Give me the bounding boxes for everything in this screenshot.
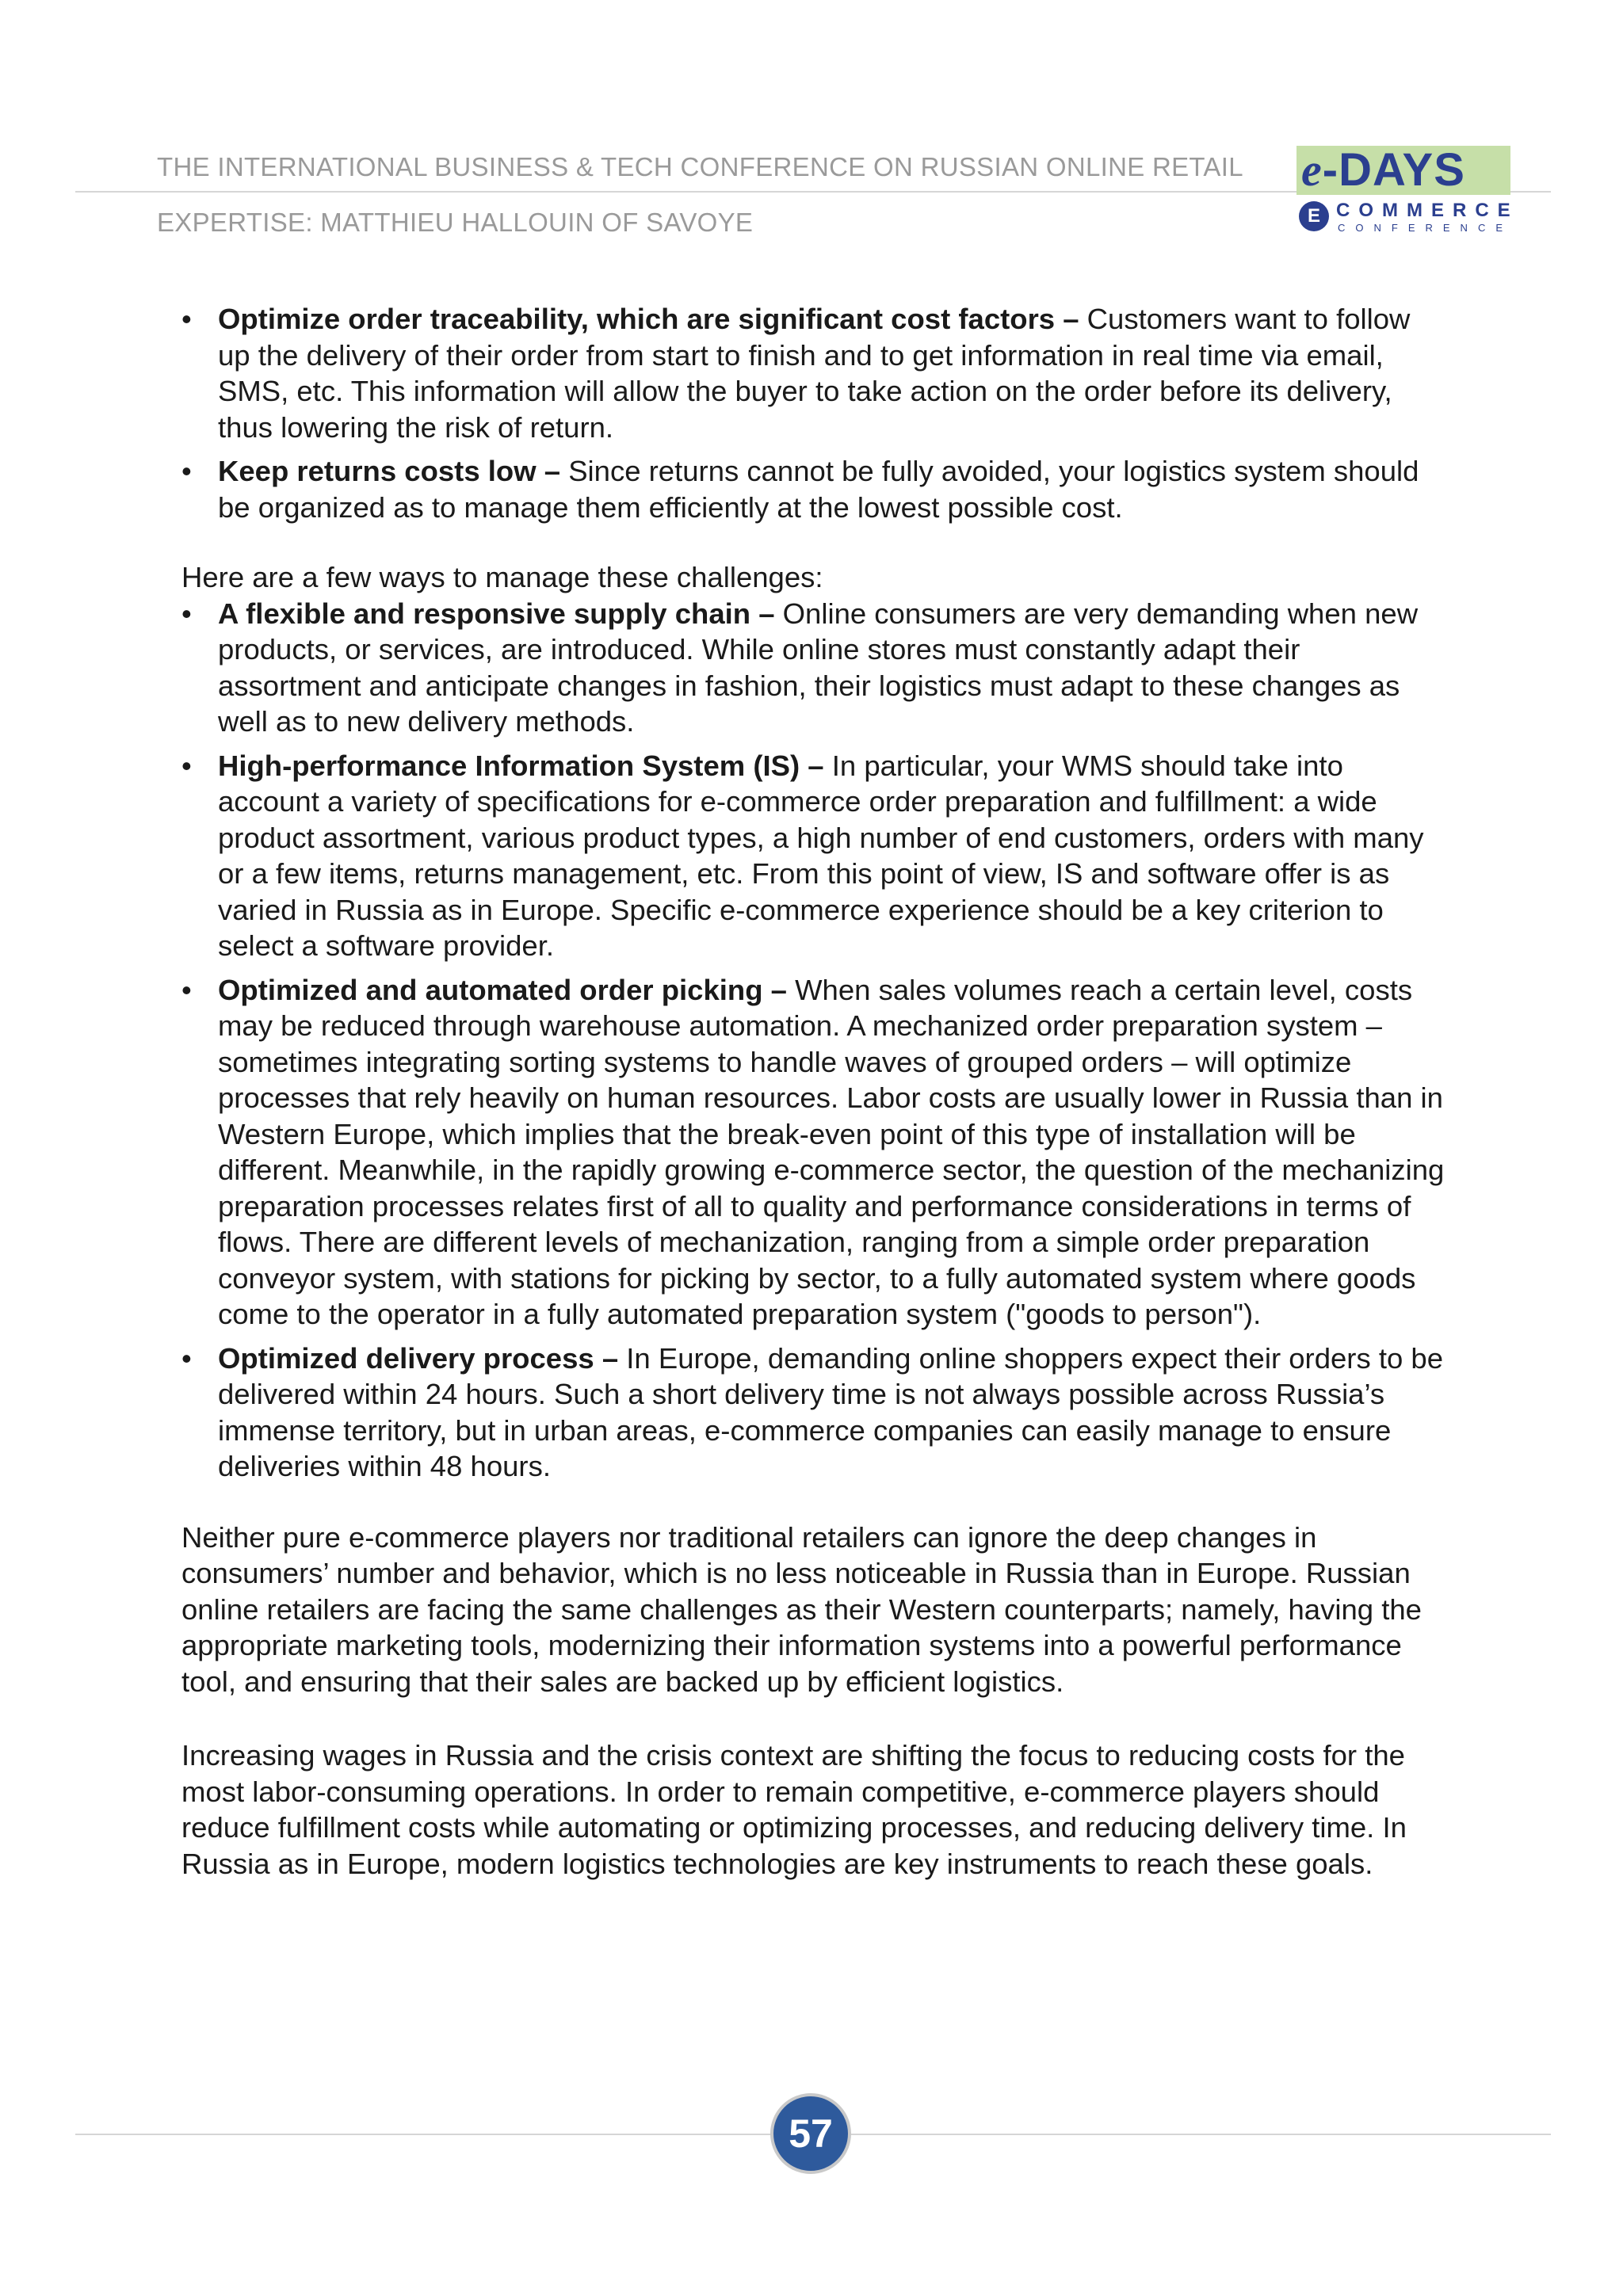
logo-days: -DAYS bbox=[1322, 144, 1465, 196]
logo-wordmark bbox=[1301, 143, 1465, 198]
list-item bbox=[181, 301, 1449, 445]
bullet-icon: • bbox=[181, 303, 192, 335]
list-item bbox=[181, 1341, 1449, 1485]
list-item-text: In Europe, demanding online shoppers expect their orders to be delivered within 24 hours. Such a short delivery time is not always possible across Russia’s immense territory, but in urban areas, e-commerce companies can easily manage to ensure deliveries within 48 hours. bbox=[218, 1341, 1444, 1482]
list-item-text: In particular, your WMS should take into account a variety of specifications for e-commerce order preparation and fulfillment: a wide product assortment, various product types, a high number of end customers, orders with many or a few items, returns management, etc. From this point of view, IS and software offer is as varied in Russia as in Europe. Specific e-commerce experience should be a key criterion to select a software provider. bbox=[218, 749, 1424, 962]
logo-e: e bbox=[1301, 144, 1323, 196]
list-item-heading: Optimized delivery process – bbox=[218, 1341, 619, 1375]
list-item bbox=[181, 748, 1449, 964]
logo-conference: CONFERENCE bbox=[1338, 222, 1514, 234]
list-item-heading: High-performance Information System (IS) – bbox=[218, 749, 824, 782]
list-item-text: When sales volumes reach a certain level, costs may be reduced through warehouse automation. A mechanized order preparation system – sometimes integrating sorting systems to handle waves of grouped orders – will optimize processes that rely heavily on human resources. Labor costs are usually lower in Russia than in Western Europe, which implies that the break-even point of this type of installation will be different. Meanwhile, in the rapidly growing e-commerce sector, the question of the mechanizing preparation processes relates first of all to quality and performance considerations in terms of flows. There are different levels of mechanization, ranging from a simple order preparation conveyor system, with stations for picking by sector, to a fully automated system where goods come to the operator in a fully automated preparation system ("goods to person"). bbox=[218, 973, 1445, 1330]
list-item bbox=[181, 453, 1449, 525]
list-item-heading: Optimize order traceability, which are significant cost factors – bbox=[218, 303, 1079, 335]
list-item-heading: A flexible and responsive supply chain – bbox=[218, 597, 775, 630]
list-item-heading: Keep returns costs low – bbox=[218, 455, 561, 487]
list-item-text: Online consumers are very demanding when new products, or services, are introduced. While online stores must constantly adapt their assortment and anticipate changes in fashion, their logistics must adapt to these changes as well as to new delivery methods. bbox=[218, 597, 1419, 738]
bullet-icon: • bbox=[181, 597, 192, 630]
article-body bbox=[181, 301, 1449, 1882]
header-title: THE INTERNATIONAL BUSINESS & TECH CONFERENCE ON RUSSIAN ONLINE RETAIL bbox=[157, 152, 1243, 181]
bullet-icon: • bbox=[181, 749, 192, 782]
bullet-list-solutions bbox=[181, 596, 1449, 1485]
list-item-text: Since returns cannot be fully avoided, your logistics system should be organized as to manage them efficiently at the lowest possible cost. bbox=[218, 455, 1419, 524]
list-item-text: Customers want to follow up the delivery of their order from start to finish and to get information in real time via email, SMS, etc. This information will allow the buyer to take action on the order before its delivery, thus lowering the risk of return. bbox=[218, 303, 1411, 444]
logo-commerce: COMMERCE bbox=[1336, 200, 1519, 221]
list-item-heading: Optimized and automated order picking – bbox=[218, 973, 787, 1006]
edays-logo bbox=[1296, 143, 1519, 235]
bullet-icon: • bbox=[181, 1341, 192, 1375]
page-number-badge: 57 bbox=[770, 2093, 851, 2174]
bullet-icon: • bbox=[181, 455, 192, 487]
logo-badge-icon: E bbox=[1299, 201, 1329, 231]
header-subtitle: EXPERTISE: MATTHIEU HALLOUIN OF SAVOYE bbox=[157, 208, 754, 237]
list-item bbox=[181, 596, 1449, 740]
bullet-icon: • bbox=[181, 973, 192, 1006]
body-paragraph: Neither pure e-commerce players nor traditional retailers can ignore the deep changes in consumers’ number and behavior, which is no less noticeable in Russia than in Europe. Russian online retailers are facing the same challenges as their Western counterparts; namely, having the appropriate marketing tools, modernizing their information systems into a powerful performance tool, and ensuring that their sales are backed up by efficient logistics. bbox=[181, 1520, 1422, 1698]
body-paragraph: Increasing wages in Russia and the crisis context are shifting the focus to reducing costs for the most labor-consuming operations. In order to remain competitive, e-commerce players should reduce fulfillment costs while automating or optimizing processes, and reducing delivery time. In Russia as in Europe, modern logistics technologies are key instruments to reach these goals. bbox=[181, 1739, 1407, 1880]
bullet-list-costs bbox=[181, 301, 1449, 525]
list-item bbox=[181, 972, 1449, 1333]
intro-paragraph: Here are a few ways to manage these challenges: bbox=[181, 561, 823, 593]
